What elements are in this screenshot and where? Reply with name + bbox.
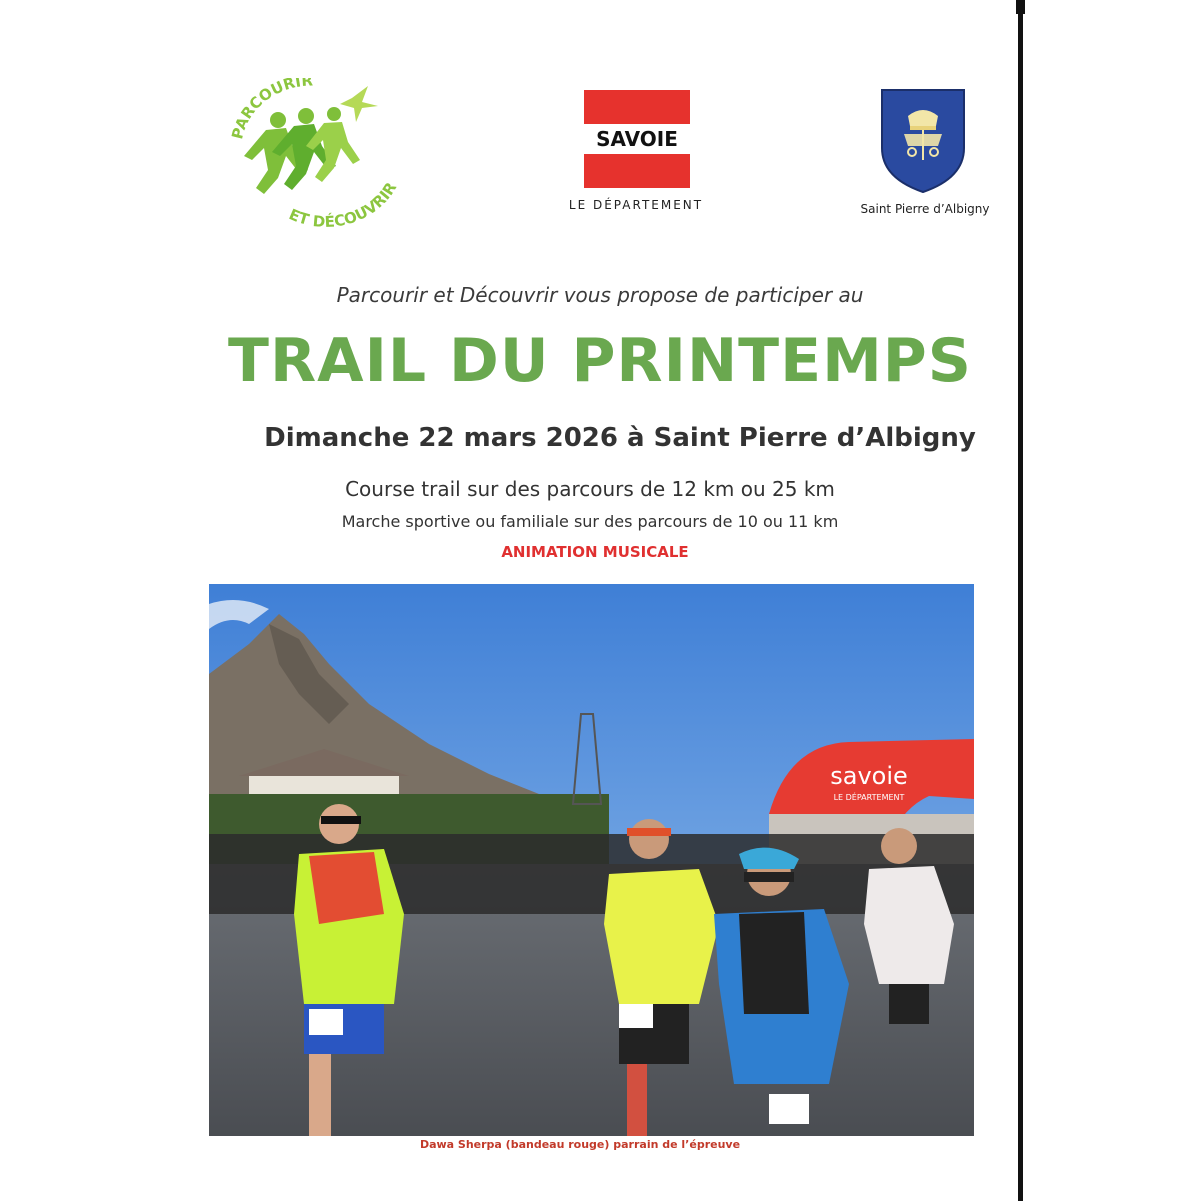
runners-icon: [244, 107, 360, 194]
course-description: Course trail sur des parcours de 12 km ou 25 km: [345, 477, 835, 501]
svg-text:ET DÉCOUVRIR: [286, 179, 400, 228]
race-photo: [209, 584, 974, 1136]
animation-notice: ANIMATION MUSICALE: [501, 543, 689, 561]
event-date-location: Dimanche 22 mars 2026 à Saint Pierre d’Albigny: [264, 423, 976, 453]
page-edge-mark: [1016, 0, 1025, 14]
parcourir-logo: [228, 78, 408, 228]
star-icon: [340, 86, 378, 122]
arch-text: savoie: [830, 762, 908, 790]
saint-pierre-caption: Saint Pierre d’Albigny: [860, 202, 990, 216]
saint-pierre-coat-of-arms: [878, 86, 968, 194]
arch-subtext: LE DÉPARTEMENT: [833, 793, 905, 802]
savoie-logo-name: SAVOIE: [596, 127, 678, 151]
page-edge-border: [1018, 0, 1023, 1201]
savoie-caption: LE DÉPARTEMENT: [568, 198, 704, 212]
parcourir-logo-top-text: PARCOURIR: [228, 78, 314, 141]
event-title: TRAIL DU PRINTEMPS: [228, 326, 972, 396]
walk-description: Marche sportive ou familiale sur des parcours de 10 ou 11 km: [341, 512, 839, 531]
intro-text: Parcourir et Découvrir vous propose de participer au: [336, 283, 864, 307]
photo-caption: Dawa Sherpa (bandeau rouge) parrain de l’épreuve: [419, 1138, 741, 1151]
parcourir-logo-bottom-text: ET DÉCOUVRIR: [286, 179, 401, 228]
